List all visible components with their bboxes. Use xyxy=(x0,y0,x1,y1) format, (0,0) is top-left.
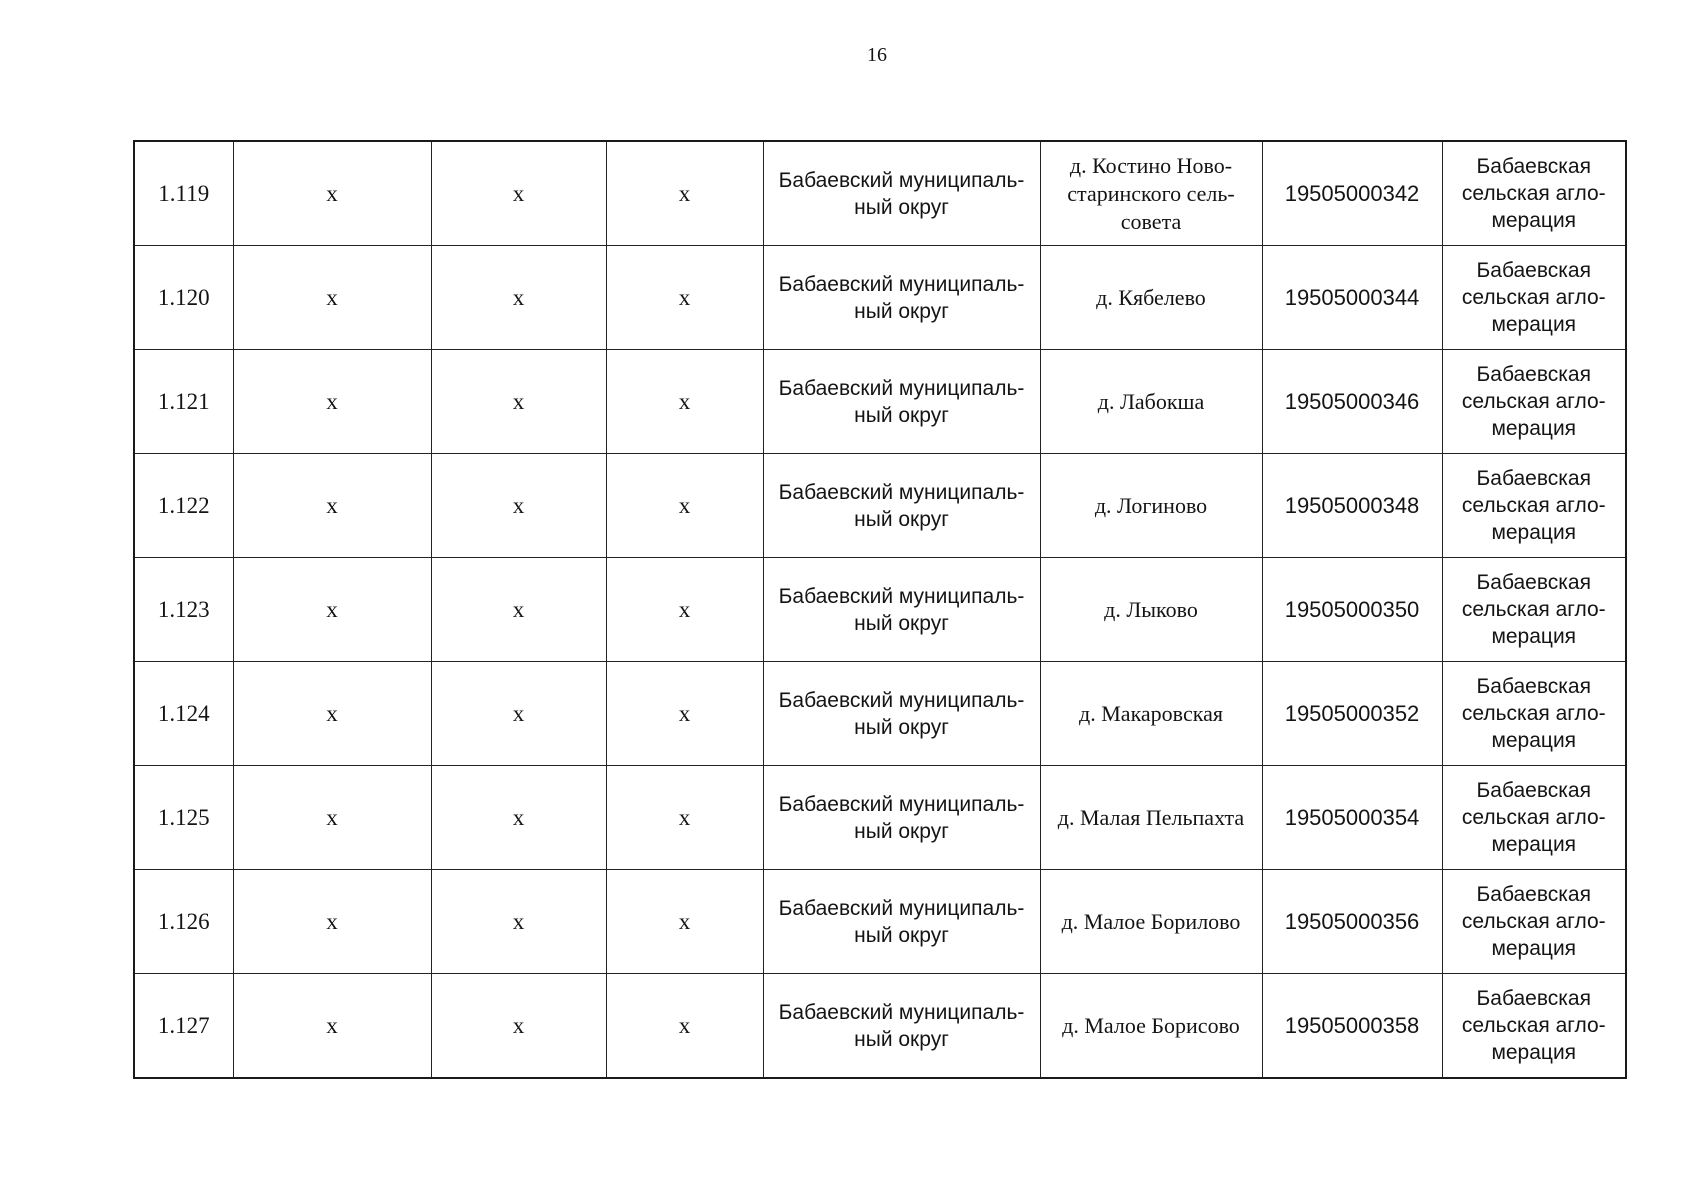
x-mark-cell: х xyxy=(233,454,431,558)
row-number-cell: 1.119 xyxy=(134,141,233,246)
row-number-cell: 1.126 xyxy=(134,870,233,974)
table-row xyxy=(134,870,1626,974)
oktmo-code-cell: 19505000344 xyxy=(1262,246,1442,350)
table-row xyxy=(134,974,1626,1079)
x-mark-cell: х xyxy=(606,454,763,558)
x-mark-cell: х xyxy=(431,766,606,870)
table-row xyxy=(134,454,1626,558)
municipality-cell: Бабаевский муниципаль- ный округ xyxy=(763,454,1040,558)
agglomeration-cell: Бабаевская сельская агло- мерация xyxy=(1442,766,1626,870)
row-number-cell: 1.127 xyxy=(134,974,233,1079)
x-mark-cell: х xyxy=(233,766,431,870)
settlement-cell: д. Лабокша xyxy=(1040,350,1262,454)
x-mark-cell: х xyxy=(233,662,431,766)
settlement-cell: д. Кябелево xyxy=(1040,246,1262,350)
page-number: 16 xyxy=(867,44,887,66)
row-number-cell: 1.122 xyxy=(134,454,233,558)
table-row xyxy=(134,350,1626,454)
x-mark-cell: х xyxy=(431,974,606,1079)
agglomeration-cell: Бабаевская сельская агло- мерация xyxy=(1442,974,1626,1079)
x-mark-cell: х xyxy=(431,662,606,766)
x-mark-cell: х xyxy=(606,141,763,246)
oktmo-code-cell: 19505000348 xyxy=(1262,454,1442,558)
x-mark-cell: х xyxy=(431,141,606,246)
oktmo-code-cell: 19505000350 xyxy=(1262,558,1442,662)
agglomeration-cell: Бабаевская сельская агло- мерация xyxy=(1442,350,1626,454)
x-mark-cell: х xyxy=(233,974,431,1079)
municipality-cell: Бабаевский муниципаль- ный округ xyxy=(763,870,1040,974)
oktmo-code-cell: 19505000356 xyxy=(1262,870,1442,974)
settlement-cell: д. Малое Борисово xyxy=(1040,974,1262,1079)
oktmo-code-cell: 19505000352 xyxy=(1262,662,1442,766)
oktmo-code-cell: 19505000346 xyxy=(1262,350,1442,454)
oktmo-code-cell: 19505000354 xyxy=(1262,766,1442,870)
settlement-cell: д. Макаровская xyxy=(1040,662,1262,766)
row-number-cell: 1.120 xyxy=(134,246,233,350)
municipality-cell: Бабаевский муниципаль- ный округ xyxy=(763,558,1040,662)
municipality-cell: Бабаевский муниципаль- ный округ xyxy=(763,141,1040,246)
settlement-cell: д. Логиново xyxy=(1040,454,1262,558)
x-mark-cell: х xyxy=(606,246,763,350)
settlement-cell: д. Лыково xyxy=(1040,558,1262,662)
table-row xyxy=(134,141,1626,246)
municipality-cell: Бабаевский муниципаль- ный округ xyxy=(763,662,1040,766)
municipality-cell: Бабаевский муниципаль- ный округ xyxy=(763,766,1040,870)
x-mark-cell: х xyxy=(233,350,431,454)
settlement-cell: д. Костино Ново- старинского сель- совета xyxy=(1040,141,1262,246)
x-mark-cell: х xyxy=(233,558,431,662)
settlement-cell: д. Малое Борилово xyxy=(1040,870,1262,974)
row-number-cell: 1.124 xyxy=(134,662,233,766)
agglomeration-cell: Бабаевская сельская агло- мерация xyxy=(1442,141,1626,246)
row-number-cell: 1.123 xyxy=(134,558,233,662)
table-row xyxy=(134,558,1626,662)
x-mark-cell: х xyxy=(233,246,431,350)
oktmo-code-cell: 19505000342 xyxy=(1262,141,1442,246)
x-mark-cell: х xyxy=(606,350,763,454)
x-mark-cell: х xyxy=(606,974,763,1079)
agglomeration-cell: Бабаевская сельская агло- мерация xyxy=(1442,558,1626,662)
oktmo-code-cell: 19505000358 xyxy=(1262,974,1442,1079)
x-mark-cell: х xyxy=(431,870,606,974)
municipality-cell: Бабаевский муниципаль- ный округ xyxy=(763,246,1040,350)
agglomeration-cell: Бабаевская сельская агло- мерация xyxy=(1442,662,1626,766)
x-mark-cell: х xyxy=(606,766,763,870)
municipality-cell: Бабаевский муниципаль- ный округ xyxy=(763,974,1040,1079)
table-row xyxy=(134,766,1626,870)
x-mark-cell: х xyxy=(431,246,606,350)
x-mark-cell: х xyxy=(606,662,763,766)
row-number-cell: 1.125 xyxy=(134,766,233,870)
x-mark-cell: х xyxy=(431,350,606,454)
x-mark-cell: х xyxy=(431,454,606,558)
agglomeration-cell: Бабаевская сельская агло- мерация xyxy=(1442,246,1626,350)
x-mark-cell: х xyxy=(606,870,763,974)
settlement-cell: д. Малая Пельпахта xyxy=(1040,766,1262,870)
x-mark-cell: х xyxy=(233,141,431,246)
municipality-cell: Бабаевский муниципаль- ный округ xyxy=(763,350,1040,454)
x-mark-cell: х xyxy=(233,870,431,974)
table-body xyxy=(134,141,1626,1078)
agglomeration-cell: Бабаевская сельская агло- мерация xyxy=(1442,870,1626,974)
table-row xyxy=(134,246,1626,350)
row-number-cell: 1.121 xyxy=(134,350,233,454)
agglomeration-cell: Бабаевская сельская агло- мерация xyxy=(1442,454,1626,558)
table-row xyxy=(134,662,1626,766)
x-mark-cell: х xyxy=(431,558,606,662)
x-mark-cell: х xyxy=(606,558,763,662)
settlements-table xyxy=(133,140,1627,1079)
